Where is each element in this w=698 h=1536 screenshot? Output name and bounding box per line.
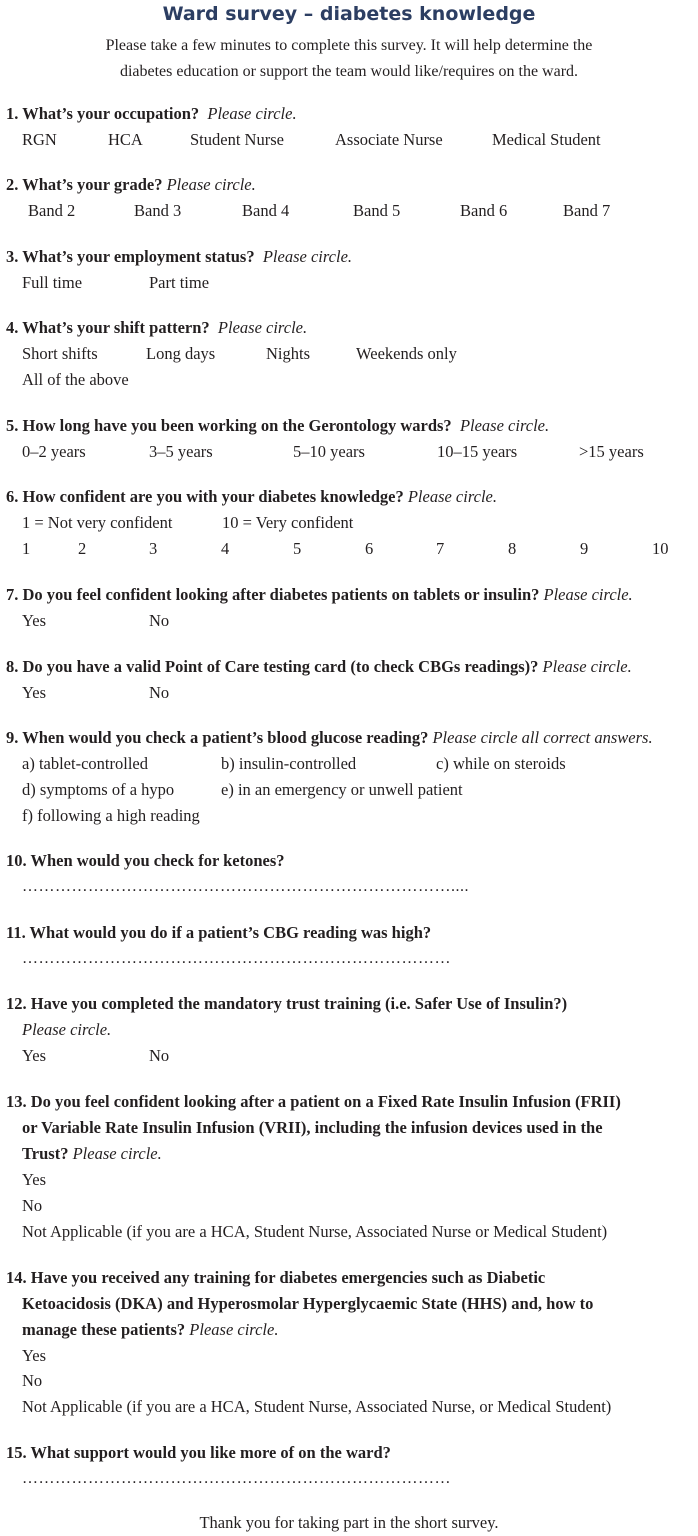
q6-scale-high-label: 10 = Very confident [222, 513, 354, 532]
question-6-text: 6. How confident are you with your diabetes knowledge? [6, 487, 404, 506]
q2-option-band-7[interactable]: Band 7 [563, 201, 611, 220]
q12-option-no[interactable]: No [149, 1046, 170, 1065]
q6-option-3[interactable]: 3 [149, 539, 158, 558]
q6-option-9[interactable]: 9 [580, 539, 589, 558]
q3-option-part-time[interactable]: Part time [149, 273, 210, 292]
question-1-text: 1. What’s your occupation? [6, 104, 200, 123]
q8-option-yes[interactable]: Yes [22, 683, 47, 702]
please-circle: Please circle. [207, 104, 297, 123]
q5-option-over-15-years[interactable]: >15 years [579, 442, 644, 461]
please-circle: Please circle. [407, 487, 498, 506]
question-4-text: 4. What’s your shift pattern? [6, 318, 210, 337]
question-10 [6, 848, 285, 874]
q14-option-yes[interactable]: Yes [22, 1346, 47, 1365]
q2-option-band-5[interactable]: Band 5 [353, 201, 401, 220]
q5-option-5-10-years[interactable]: 5–10 years [293, 442, 365, 461]
q6-option-7[interactable]: 7 [436, 539, 445, 558]
please-circle: Please circle. [459, 416, 550, 435]
q1-option-hca[interactable]: HCA [108, 130, 143, 149]
question-6 [6, 484, 497, 510]
q9-option-f[interactable]: f) following a high reading [22, 806, 200, 825]
question-9-text: 9. When would you check a patient’s blood glucose reading? [6, 728, 429, 747]
q3-option-full-time[interactable]: Full time [22, 273, 83, 292]
q5-option-3-5-years[interactable]: 3–5 years [149, 442, 213, 461]
question-10-text: 10. When would you check for ketones? [6, 851, 285, 870]
q6-option-6[interactable]: 6 [365, 539, 374, 558]
q9-option-c[interactable]: c) while on steroids [436, 754, 566, 773]
please-circle: Please circle. [542, 657, 632, 676]
question-15-text: 15. What support would you like more of on the ward? [6, 1443, 391, 1462]
question-12 [6, 991, 567, 1017]
q10-answer-line[interactable]: …………………………………………………………………….... [22, 878, 469, 895]
q5-option-10-15-years[interactable]: 10–15 years [437, 442, 518, 461]
closing-message: Thank you for taking part in the short survey. [199, 1513, 499, 1532]
q1-option-student-nurse[interactable]: Student Nurse [190, 130, 284, 149]
q9-option-a[interactable]: a) tablet-controlled [22, 754, 148, 773]
q9-option-e[interactable]: e) in an emergency or unwell patient [221, 780, 463, 799]
please-circle: Please circle. [217, 318, 308, 337]
q1-option-medical-student[interactable]: Medical Student [492, 130, 601, 149]
question-11 [6, 920, 431, 946]
q7-option-yes[interactable]: Yes [22, 611, 47, 630]
question-5 [6, 413, 549, 439]
q2-option-band-6[interactable]: Band 6 [460, 201, 508, 220]
q6-option-4[interactable]: 4 [221, 539, 230, 558]
q15-answer-line[interactable]: …………………………………………………………………… [22, 1470, 451, 1487]
q4-option-short-shifts[interactable]: Short shifts [22, 344, 98, 363]
q7-option-no[interactable]: No [149, 611, 170, 630]
q6-option-1[interactable]: 1 [22, 539, 31, 558]
q12-option-yes[interactable]: Yes [22, 1046, 47, 1065]
question-13-line-1: 13. Do you feel confident looking after a patient on a Fixed Rate Insulin Infusion (FRII) [6, 1092, 621, 1111]
question-13-line-3: Trust? Please circle. [22, 1144, 162, 1163]
question-8 [6, 654, 632, 680]
please-circle: Please circle. [72, 1144, 162, 1163]
question-2-text: 2. What’s your grade? [6, 175, 163, 194]
q12-please-circle: Please circle. [22, 1020, 112, 1039]
q14-option-no[interactable]: No [22, 1371, 43, 1390]
q2-option-band-4[interactable]: Band 4 [242, 201, 290, 220]
q4-option-all-of-the-above[interactable]: All of the above [22, 370, 129, 389]
q8-option-no[interactable]: No [149, 683, 170, 702]
q6-option-5[interactable]: 5 [293, 539, 302, 558]
question-4 [6, 315, 307, 341]
please-circle: Please circle. [166, 175, 256, 194]
q9-instruction: Please circle all correct answers. [432, 728, 653, 747]
survey-title: Ward survey – diabetes knowledge [162, 3, 536, 25]
q4-option-weekends-only[interactable]: Weekends only [356, 344, 457, 363]
q9-option-b[interactable]: b) insulin-controlled [221, 754, 357, 773]
q13-option-no[interactable]: No [22, 1196, 43, 1215]
q2-option-band-3[interactable]: Band 3 [134, 201, 182, 220]
q4-option-long-days[interactable]: Long days [146, 344, 216, 363]
question-3-text: 3. What’s your employment status? [6, 247, 255, 266]
q6-option-8[interactable]: 8 [508, 539, 517, 558]
q13-option-yes[interactable]: Yes [22, 1170, 47, 1189]
question-15 [6, 1440, 391, 1466]
q14-option-not-applicable[interactable]: Not Applicable (if you are a HCA, Student Nurse, Associated Nurse, or Medical Student) [22, 1397, 612, 1416]
question-3 [6, 244, 352, 270]
q6-scale-low-label: 1 = Not very confident [22, 513, 173, 532]
please-circle: Please circle. [262, 247, 353, 266]
q6-option-10[interactable]: 10 [652, 539, 669, 558]
q13-option-not-applicable[interactable]: Not Applicable (if you are a HCA, Student Nurse, Associated Nurse or Medical Student) [22, 1222, 608, 1241]
q6-option-2[interactable]: 2 [78, 539, 87, 558]
question-14-line-3: manage these patients? Please circle. [22, 1320, 279, 1339]
intro-line-1: Please take a few minutes to complete this survey. It will help determine the [105, 37, 593, 54]
q5-option-0-2-years[interactable]: 0–2 years [22, 442, 86, 461]
please-circle: Please circle. [543, 585, 633, 604]
q1-option-rgn[interactable]: RGN [22, 130, 57, 149]
question-13-line-2: or Variable Rate Insulin Infusion (VRII), including the infusion devices used in the [22, 1118, 603, 1137]
q1-option-associate-nurse[interactable]: Associate Nurse [335, 130, 443, 149]
question-8-text: 8. Do you have a valid Point of Care testing card (to check CBGs readings)? [6, 657, 539, 676]
question-12-text: 12. Have you completed the mandatory trust training (i.e. Safer Use of Insulin?) [6, 994, 568, 1013]
question-14-line-2: Ketoacidosis (DKA) and Hyperosmolar Hyperglycaemic State (HHS) and, how to [22, 1294, 594, 1313]
question-5-text: 5. How long have you been working on the Gerontology wards? [6, 416, 452, 435]
question-9 [6, 725, 653, 751]
q4-option-nights[interactable]: Nights [266, 344, 311, 363]
q9-option-d[interactable]: d) symptoms of a hypo [22, 780, 175, 799]
question-11-text: 11. What would you do if a patient’s CBG reading was high? [6, 923, 432, 942]
question-7-text: 7. Do you feel confident looking after diabetes patients on tablets or insulin? [6, 585, 540, 604]
question-14-line-1: 14. Have you received any training for diabetes emergencies such as Diabetic [6, 1268, 546, 1287]
please-circle: Please circle. [189, 1320, 279, 1339]
q2-option-band-2[interactable]: Band 2 [28, 201, 76, 220]
intro-line-2: diabetes education or support the team would like/requires on the ward. [119, 63, 579, 80]
question-7 [6, 582, 633, 608]
question-2 [6, 172, 256, 198]
question-1 [6, 101, 297, 127]
q11-answer-line[interactable]: …………………………………………………………………… [22, 950, 451, 967]
